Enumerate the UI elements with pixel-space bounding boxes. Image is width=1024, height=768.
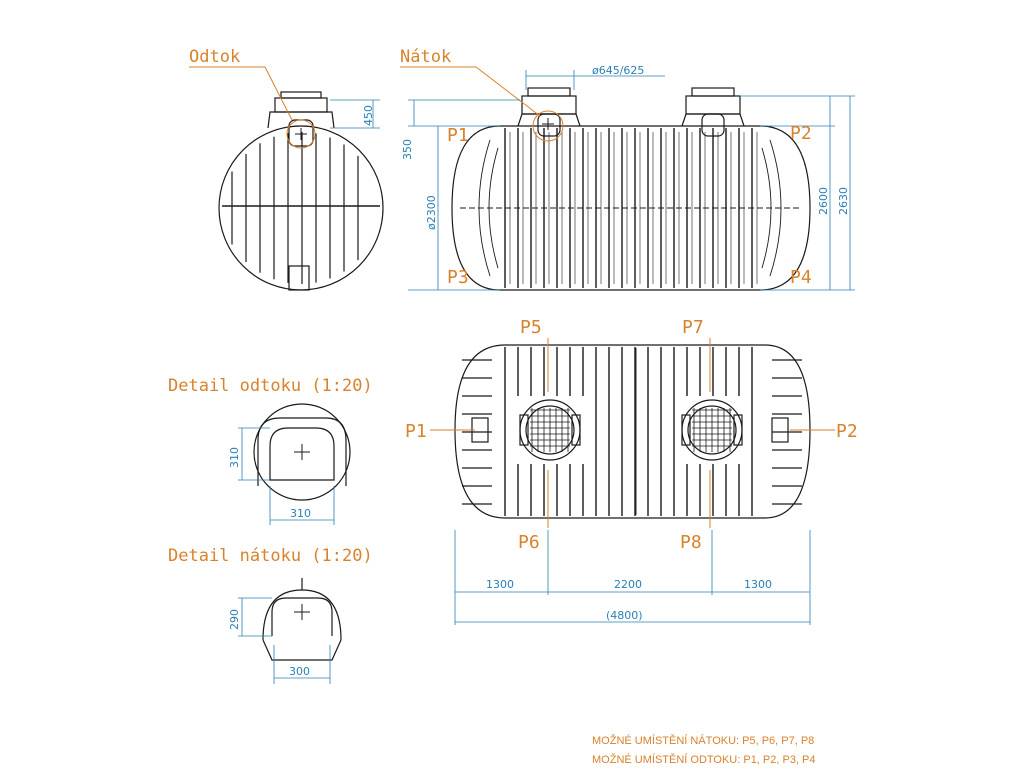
front-view xyxy=(400,67,855,290)
natok-label: Nátok xyxy=(400,47,452,67)
dim-odtok-h: 310 xyxy=(228,447,241,468)
pos-p3-front: P3 xyxy=(447,267,469,288)
end-view xyxy=(189,67,383,290)
pos-p1-front: P1 xyxy=(447,125,469,146)
dim-natok-h: 290 xyxy=(228,609,241,630)
dim-odtok-w: 310 xyxy=(290,507,311,520)
detail-natoku-title: Detail nátoku (1:20) xyxy=(168,546,373,566)
detail-odtoku-title: Detail odtoku (1:20) xyxy=(168,376,373,396)
note-natok: MOŽNÉ UMÍSTĚNÍ NÁTOKU: P5, P6, P7, P8 xyxy=(592,735,815,747)
dim-4800: (4800) xyxy=(606,609,643,622)
dim-natok-w: 300 xyxy=(289,665,310,678)
pos-p2-top: P2 xyxy=(836,421,858,442)
pos-p8: P8 xyxy=(680,532,702,553)
dim-2600: 2600 xyxy=(817,187,830,215)
dim-dia2300: ø2300 xyxy=(425,195,438,230)
dim-450: 450 xyxy=(362,105,375,126)
dim-1300-left: 1300 xyxy=(486,578,514,591)
dim-2200: 2200 xyxy=(614,578,642,591)
pos-p2-front: P2 xyxy=(790,123,812,144)
pos-p5: P5 xyxy=(520,317,542,338)
pos-p1-top: P1 xyxy=(405,421,427,442)
dim-2630: 2630 xyxy=(837,187,850,215)
pos-p6: P6 xyxy=(518,532,540,553)
odtok-label: Odtok xyxy=(189,47,241,67)
pos-p4-front: P4 xyxy=(790,267,812,288)
dim-1300-right: 1300 xyxy=(744,578,772,591)
dim-350: 350 xyxy=(401,139,414,160)
dim-diameter-top: ø645/625 xyxy=(592,64,645,77)
note-odtok: MOŽNÉ UMÍSTĚNÍ ODTOKU: P1, P2, P3, P4 xyxy=(592,754,816,766)
pos-p7: P7 xyxy=(682,317,704,338)
